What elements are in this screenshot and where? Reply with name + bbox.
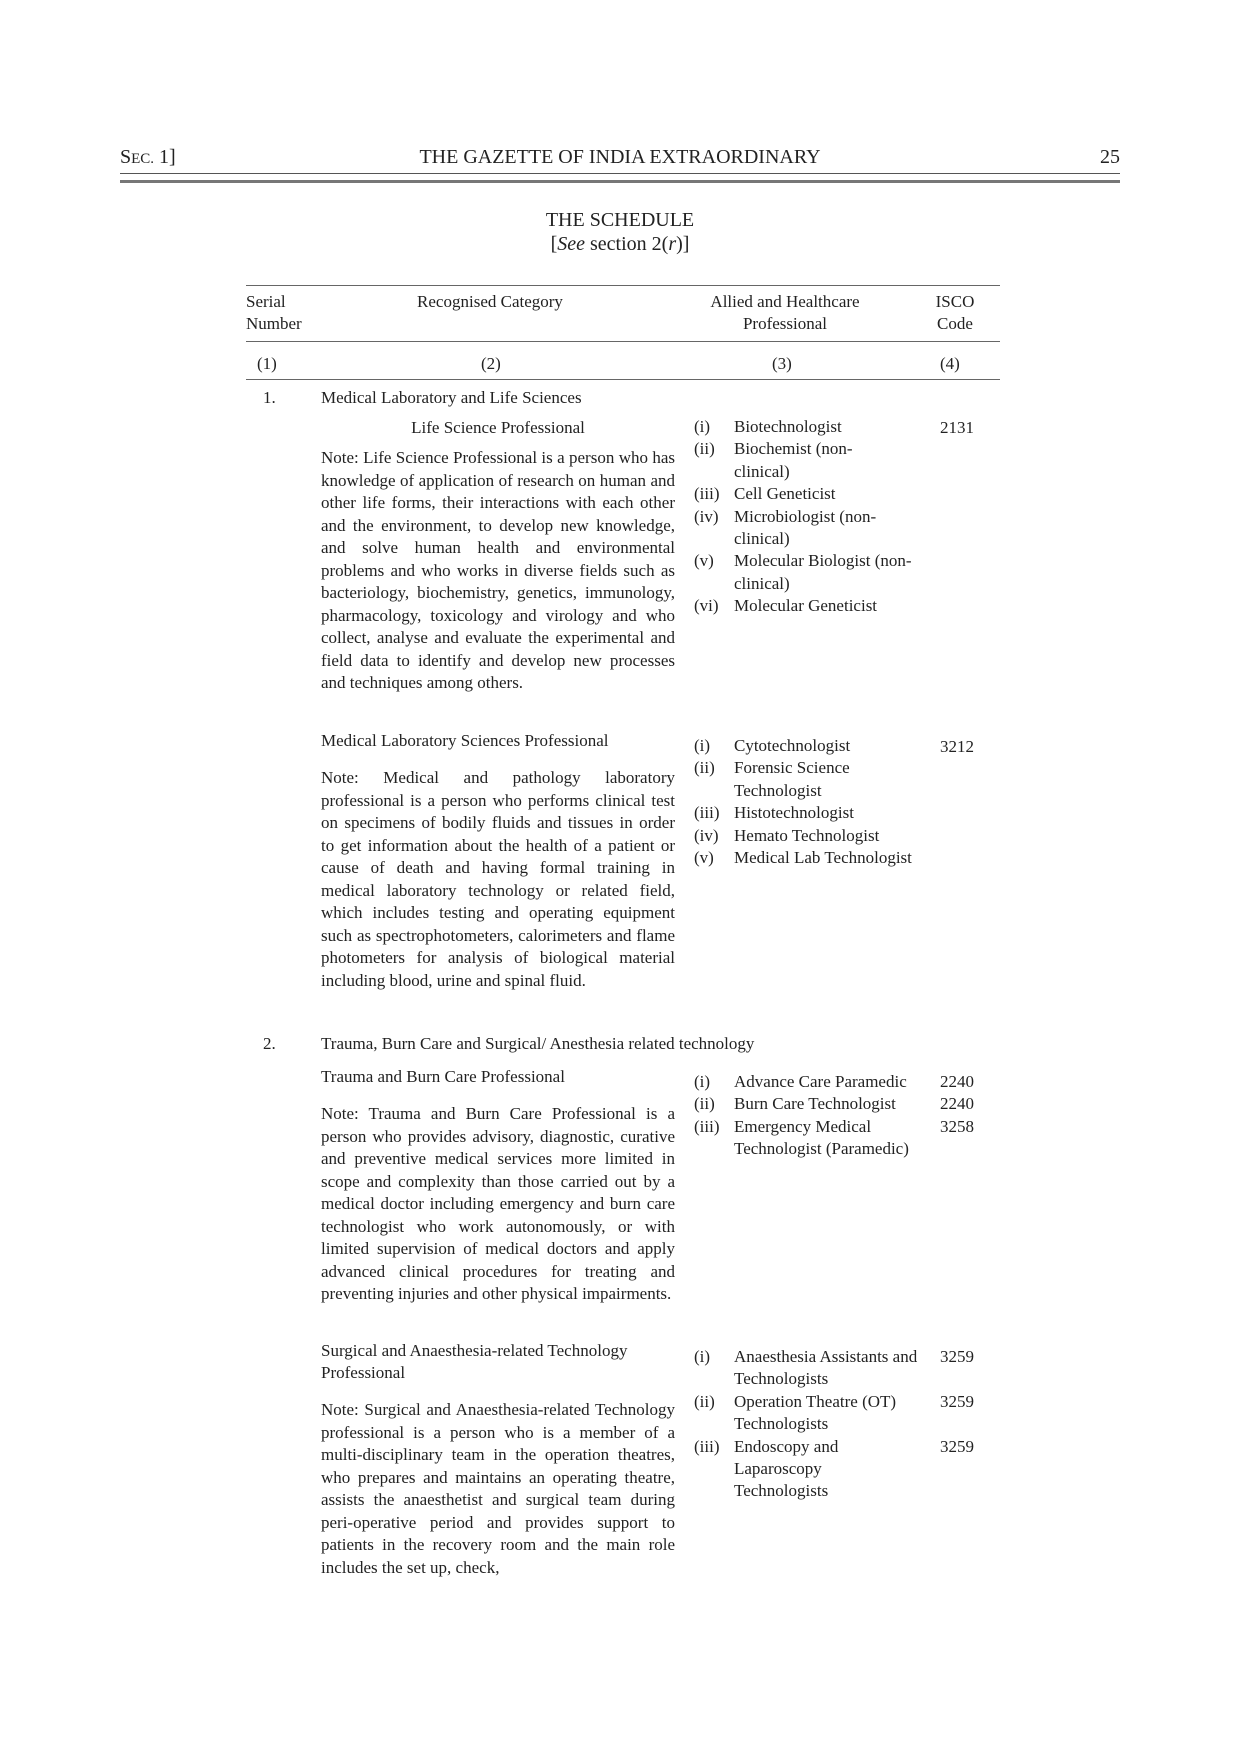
- professional-item: [694, 438, 994, 483]
- header-professional-line1: Allied and Healthcare: [710, 292, 860, 311]
- item-name: Emergency Medical Technologist (Paramedic): [734, 1116, 909, 1159]
- subcategory-title: Medical Laboratory Sciences Professional: [321, 731, 609, 750]
- item-number: (iii): [694, 1116, 720, 1136]
- ref-close: )]: [676, 233, 690, 255]
- gazette-title: THE GAZETTE OF INDIA EXTRAORDINARY: [419, 146, 821, 168]
- section-label-rest: EC.: [131, 151, 155, 167]
- subcategory-note: Note: Medical and pathology laboratory professional is a person who performs clinical test on specimens of bodily fluids and tissues in order to get information about the health of a patient or cause of death and having formal training in medical laboratory technology or related field, which includes testing and operating equipment such as spectrophotometers, calorimeters and flame photometers for analysis of biological material including blood, urine and spinal fluid.: [321, 768, 675, 990]
- professional-item: [694, 416, 994, 438]
- item-name: Biochemist (non-clinical): [734, 439, 853, 481]
- professional-item: [694, 1436, 994, 1503]
- item-number: (ii): [694, 1094, 715, 1114]
- running-header: [120, 142, 1120, 172]
- professional-item: [694, 735, 994, 757]
- professional-item: [694, 1346, 994, 1391]
- item-number: (v): [694, 848, 714, 868]
- isco-code: 3259: [940, 1391, 974, 1411]
- subcategory-note: Note: Life Science Professional is a person who has knowledge of application of research on human and other life forms, their interactions with each other and the environment, to develop new knowledge, and solve human health and environmental problems and who works in diverse fields such as bacteriology, biochemistry, genetics, immunology, pharmacology, toxicology and virology and who collect, analyse and evaluate the experimental and field data to identify and develop new processes and techniques among others.: [321, 448, 675, 692]
- item-number: (ii): [694, 439, 715, 459]
- professional-list: [694, 416, 994, 618]
- ref-see: See: [557, 233, 585, 255]
- item-name: Advance Care Paramedic: [734, 1072, 907, 1091]
- isco-code: 2240: [940, 1094, 974, 1114]
- item-name: Forensic Science Technologist: [734, 758, 850, 800]
- item-name: Burn Care Technologist: [734, 1094, 896, 1114]
- item-name: Molecular Geneticist: [734, 596, 878, 616]
- item-number: (iii): [694, 803, 720, 823]
- item-number: (ii): [694, 758, 715, 778]
- item-name: Anaesthesia Assistants and Technologists: [734, 1347, 918, 1389]
- section-number: 1]: [159, 146, 176, 168]
- subcategory-note: Note: Trauma and Burn Care Professional is a person who provides advisory, diagnostic, curative and preventive medical services more limited in scope and complexity than those carried out by a medical doctor including emergency and burn care technologist who work autonomously, or with limited supervision of medical doctors and apply advanced clinical procedures for treating and preventing injuries and other physical impairments.: [321, 1104, 675, 1303]
- item-number: (i): [694, 417, 711, 436]
- ref-section: section 2(: [585, 233, 669, 255]
- item-number: (i): [694, 1072, 711, 1091]
- column-number-4: (4): [940, 354, 960, 373]
- item-number: (ii): [694, 1391, 715, 1411]
- professional-item: [694, 802, 994, 824]
- row-category: Medical Laboratory and Life Sciences: [321, 388, 582, 407]
- professional-item: [694, 1116, 994, 1161]
- header-recognised-category: Recognised Category: [417, 292, 563, 311]
- professional-list: [694, 1071, 994, 1161]
- professional-list: [694, 735, 994, 869]
- schedule-reference: [0, 233, 1240, 256]
- isco-code: 3212: [940, 737, 974, 756]
- header-serial-line1: Serial: [246, 292, 286, 311]
- item-name: Operation Theatre (OT) Technologists: [734, 1391, 897, 1434]
- column-number-1: (1): [257, 354, 277, 373]
- subcategory-title: Trauma and Burn Care Professional: [321, 1067, 565, 1086]
- subcategory-title: Surgical and Anaesthesia-related Technology Professional: [321, 1341, 628, 1382]
- item-number: (vi): [694, 596, 719, 616]
- isco-code: 2240: [940, 1072, 974, 1091]
- professional-item: [694, 825, 994, 847]
- header-professional: [690, 291, 880, 335]
- header-professional-line2: Professional: [742, 314, 828, 333]
- item-name: Cytotechnologist: [734, 736, 851, 755]
- item-number: (v): [694, 551, 714, 571]
- table-top-rule: [246, 285, 1000, 286]
- item-name: Histotechnologist: [734, 803, 854, 823]
- header-serial-number: [246, 291, 302, 335]
- professional-item: [694, 847, 994, 869]
- subcategory-note: Note: Surgical and Anaesthesia-related Technology professional is a person who is a member of a multi-disciplinary team in the operation theatres, who prepares and maintains an operating theatre, assists the anaesthetist and surgical team during peri-operative period and provides support to patients in the recovery room and the main role includes the set up, check,: [321, 1400, 675, 1577]
- item-name: Biotechnologist: [734, 417, 842, 436]
- item-number: (iii): [694, 484, 720, 504]
- professional-item: [694, 1093, 994, 1115]
- professional-item: [694, 595, 994, 617]
- professional-item: [694, 550, 994, 595]
- section-label-initial: S: [120, 146, 132, 168]
- ref-open: [: [550, 233, 558, 255]
- header-isco-code: [925, 291, 985, 335]
- isco-code: 2131: [940, 418, 974, 437]
- column-number-2: (2): [481, 354, 501, 373]
- row-serial: 2.: [263, 1034, 276, 1053]
- professional-item: [694, 1071, 994, 1093]
- item-number: (iii): [694, 1436, 720, 1456]
- item-name: Molecular Biologist (non-clinical): [734, 551, 912, 593]
- item-name: Microbiologist (non-clinical): [734, 506, 877, 549]
- header-serial-line2: Number: [246, 314, 302, 333]
- professional-item: [694, 483, 994, 505]
- header-rule-thin: [120, 173, 1120, 174]
- isco-code: 3259: [940, 1347, 974, 1366]
- item-name: Medical Lab Technologist: [734, 848, 912, 868]
- isco-code: 3259: [940, 1436, 974, 1456]
- professional-list: [694, 1346, 994, 1503]
- item-number: (iv): [694, 825, 719, 845]
- schedule-title: THE SCHEDULE: [545, 209, 695, 231]
- item-name: Endoscopy and Laparoscopy Technologists: [734, 1436, 839, 1501]
- header-isco-line1: ISCO: [935, 292, 975, 311]
- item-number: (i): [694, 736, 711, 755]
- subcategory-title: Life Science Professional: [411, 418, 585, 437]
- table-column-number-rule: [246, 379, 1000, 380]
- ref-clause: r: [668, 233, 677, 255]
- professional-item: [694, 1391, 994, 1436]
- column-number-3: (3): [772, 354, 792, 373]
- isco-code: 3258: [940, 1116, 974, 1136]
- item-number: (i): [694, 1347, 711, 1366]
- professional-item: [694, 757, 994, 802]
- item-name: Cell Geneticist: [734, 484, 836, 504]
- item-number: (iv): [694, 506, 719, 526]
- header-rule-thick: [120, 180, 1120, 183]
- item-name: Hemato Technologist: [734, 825, 880, 845]
- header-isco-line2: Code: [937, 314, 973, 333]
- page-number: 25: [1100, 146, 1120, 168]
- row-category: Trauma, Burn Care and Surgical/ Anesthesia related technology: [321, 1034, 755, 1053]
- row-serial: 1.: [263, 388, 276, 407]
- table-header-rule: [246, 341, 1000, 342]
- professional-item: [694, 506, 994, 551]
